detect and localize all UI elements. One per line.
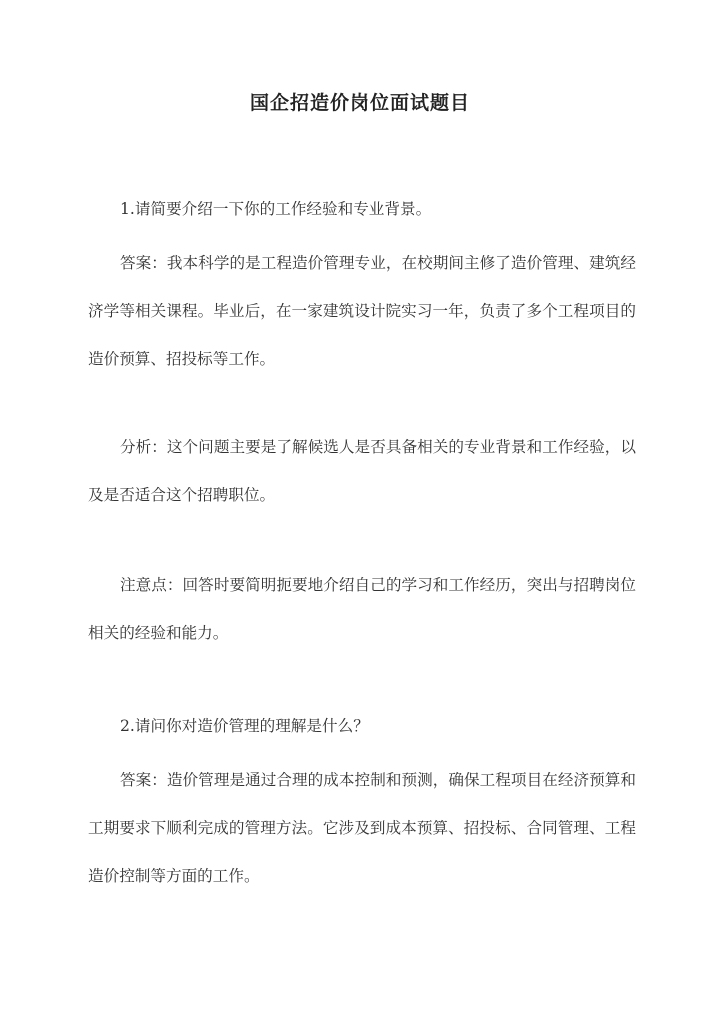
question-2: 2.请问你对造价管理的理解是什么？ xyxy=(120,717,369,735)
answer-2: 答案：造价管理是通过合理的成本控制和预测，确保工程项目在经济预算和工期要求下顺利完成的管理方法。它涉及到成本预算、招投标、合同管理、工程造价控制等方面的工作。 xyxy=(88,771,636,885)
answer-1: 答案：我本科学的是工程造价管理专业，在校期间主修了造价管理、建筑经济学等相关课程。毕业后，在一家建筑设计院实习一年，负责了多个工程项目的造价预算、招投标等工作。 xyxy=(88,254,636,368)
analysis-1: 分析：这个问题主要是了解候选人是否具备相关的专业背景和工作经验，以及是否适合这个招聘职位。 xyxy=(88,438,636,504)
document-title: 国企招造价岗位面试题目 xyxy=(249,92,470,114)
note-1: 注意点：回答时要简明扼要地介绍自己的学习和工作经历，突出与招聘岗位相关的经验和能力。 xyxy=(88,576,636,642)
question-1: 1.请简要介绍一下你的工作经验和专业背景。 xyxy=(120,200,432,218)
